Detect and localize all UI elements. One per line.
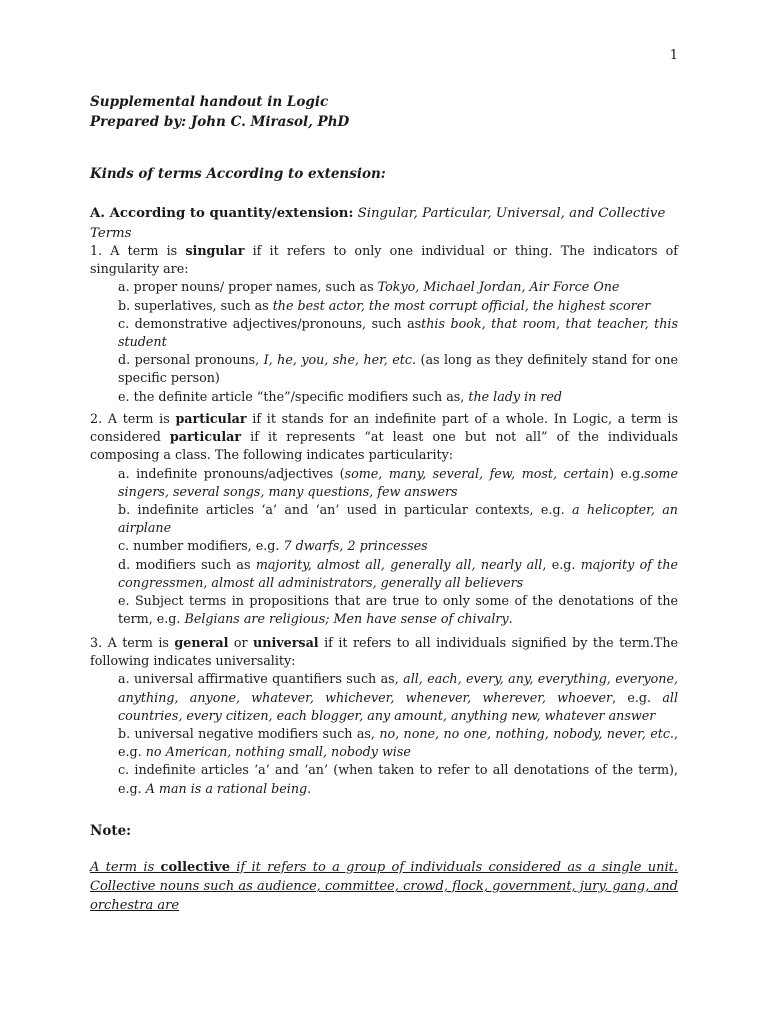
universal-section — [90, 634, 678, 798]
term-singular: singular — [185, 243, 245, 258]
text: if it refers to only one individual or thing. The indicators of singularity are: — [90, 243, 679, 277]
singular-item-e — [90, 388, 678, 406]
universal-item-c — [90, 761, 678, 797]
text: d. modifiers such as — [118, 556, 256, 572]
singular-item-c — [90, 315, 678, 351]
example: majority of the congressmen, almost all administrators, generally all believers — [118, 556, 679, 590]
text: e. the definite article “the”/specific modifiers such as, — [118, 388, 469, 404]
example: the best actor, the most corrupt official, the highest scorer — [272, 297, 651, 313]
example: the lady in red — [468, 388, 563, 404]
singular-item-a — [90, 278, 678, 296]
example: I, he, you, she, her, etc. — [263, 352, 417, 368]
term-particular: particular — [169, 429, 242, 445]
example: majority, almost all, generally all, nearly all — [255, 556, 543, 572]
page-number: 1 — [669, 48, 678, 63]
text: 3. A term is — [90, 635, 175, 650]
text: d. personal pronouns, — [118, 352, 264, 368]
singular-item-b — [90, 297, 678, 315]
term-collective: collective — [160, 860, 230, 875]
example: this book, that room, that teacher, this student — [118, 315, 678, 350]
universal-item-a — [90, 670, 678, 725]
example: some, many, several, few, most, certain — [344, 465, 610, 481]
particular-item-b — [90, 501, 678, 537]
text: b. universal negative modifiers such as, — [118, 726, 380, 742]
handout-author: Prepared by: John C. Mirasol, PhD — [90, 114, 350, 130]
example: Belgians are religious; Men have sense of chivalry — [184, 611, 509, 627]
text: c. demonstrative adjectives/pronouns, such as — [118, 315, 422, 331]
note-label: Note: — [90, 823, 132, 839]
universal-intro — [90, 634, 678, 670]
particular-intro — [90, 410, 678, 465]
particular-section — [90, 410, 678, 628]
term-universal: universal — [253, 635, 319, 650]
example: some singers, several songs, many questions, few answers — [118, 465, 678, 499]
example: all countries, every citizen, each blogger, any amount, anything new, whatever answer — [118, 689, 679, 723]
handout-title: Supplemental handout in Logic — [90, 94, 329, 110]
text: or — [228, 635, 254, 650]
universal-item-b — [90, 725, 678, 761]
example: all, each, every, any, everything, everyone, anything, anyone, whatever, whichever, whenever, wherever, whoever — [118, 671, 678, 705]
text: b. superlatives, such as — [118, 297, 273, 313]
example: a helicopter, an airplane — [118, 502, 678, 536]
particular-item-a — [90, 465, 678, 501]
example: no, none, no one, nothing, nobody, never, etc. — [379, 726, 674, 742]
section-a-description: Singular, Particular, Universal, and Collective Terms — [90, 206, 666, 241]
text: . — [307, 780, 312, 796]
kinds-title: Kinds of terms According to extension: — [90, 166, 386, 182]
text: ) e.g. — [609, 465, 645, 481]
text: A term is — [90, 860, 161, 875]
text: (as long as they definitely stand for one specific person) — [118, 352, 679, 386]
text: if it represents “at least one but not all” of the individuals composing a class. The following indicates particularity: — [90, 429, 678, 463]
term-particular: particular — [175, 411, 247, 426]
section-a-heading — [90, 204, 678, 244]
example: Tokyo, Michael Jordan, Air Force One — [377, 279, 620, 295]
text: , e.g. — [542, 556, 581, 572]
text: c. number modifiers, e.g. — [118, 538, 284, 554]
term-general: general — [174, 635, 229, 650]
text: , e.g. — [118, 726, 679, 760]
particular-item-e — [90, 592, 678, 628]
text: a. proper nouns/ proper names, such as — [118, 279, 378, 295]
text: c. indefinite articles ‘a’ and ‘an’ (when taken to refer to all denotations of the term), e.g. — [118, 762, 678, 796]
singular-section — [90, 242, 678, 406]
collective-paragraph — [90, 858, 678, 915]
singular-intro — [90, 242, 678, 278]
singular-item-d — [90, 351, 678, 387]
section-a-label: A. According to quantity/extension: — [90, 206, 354, 221]
particular-item-d — [90, 556, 678, 592]
text: a. indefinite pronouns/adjectives ( — [118, 465, 345, 481]
example: no American, nothing small, nobody wise — [145, 744, 411, 760]
text: a. universal affirmative quantifiers such as, — [118, 671, 404, 687]
text: e. Subject terms in propositions that are true to only some of the denotations of the term, e.g. — [118, 593, 678, 627]
text: if it stands for an indefinite part of a whole. In Logic, a term is considered — [90, 411, 679, 445]
example: A man is a rational being — [145, 780, 308, 796]
text: if it refers to all individuals signified by the term.The following indicates universality: — [90, 635, 678, 669]
text: . — [508, 611, 513, 627]
text: 2. A term is — [90, 411, 176, 426]
text: b. indefinite articles ‘a’ and ‘an’ used in particular contexts, e.g. — [118, 502, 572, 518]
text: , e.g. — [612, 689, 663, 705]
particular-item-c — [90, 537, 678, 555]
example: 7 dwarfs, 2 princesses — [283, 538, 428, 554]
handout-header — [90, 92, 678, 132]
text: 1. A term is — [90, 243, 186, 258]
text: if it refers to a group of individuals considered as a single unit. Collective nouns such as audience, committee, crowd, flock, government, jury, gang, and orchestra are — [90, 860, 678, 913]
